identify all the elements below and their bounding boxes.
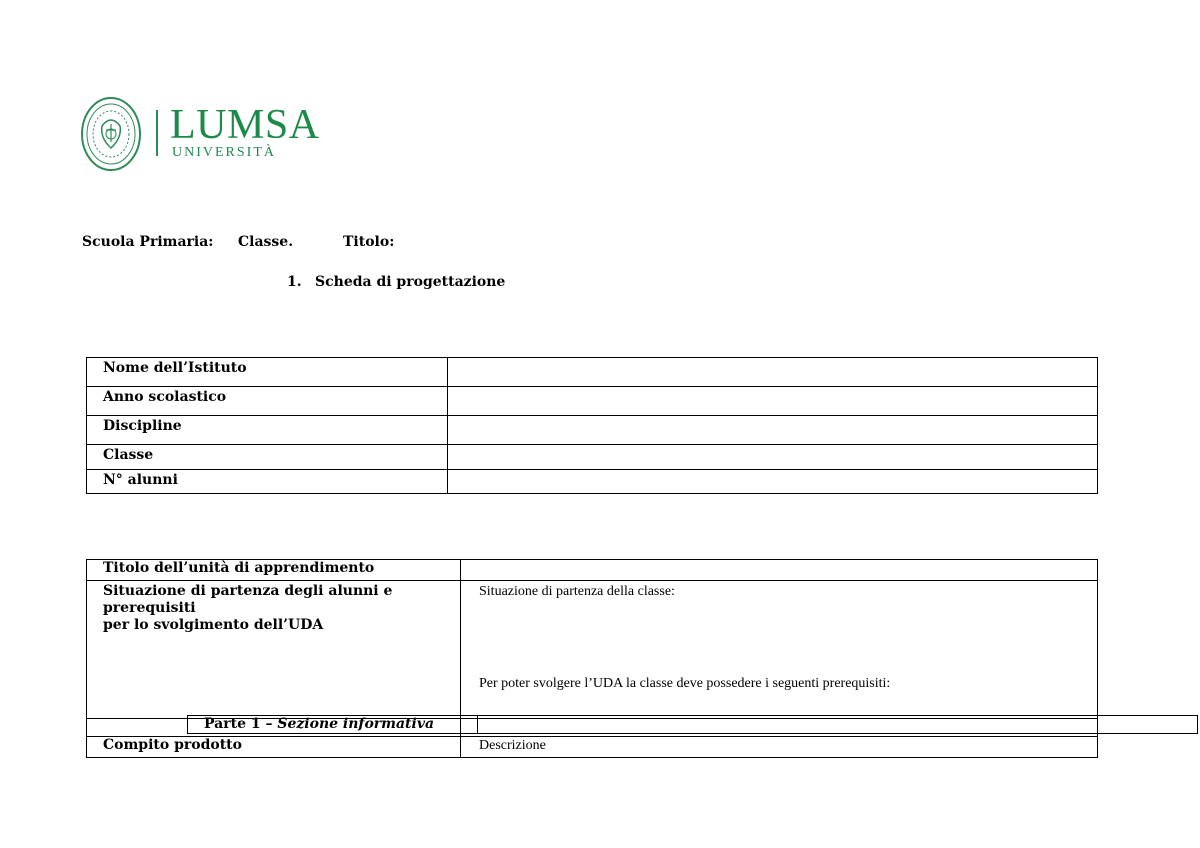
situation-label: [87, 581, 461, 719]
logo-subtitle: UNIVERSITÀ: [172, 145, 276, 160]
row-value[interactable]: [448, 470, 1098, 494]
parte-1-value[interactable]: [478, 716, 1197, 733]
row-value[interactable]: [448, 416, 1098, 445]
situation-cell[interactable]: [461, 581, 1098, 719]
uda-title-label: Titolo dell’unità di apprendimento: [87, 560, 461, 581]
table-row: [87, 387, 1098, 416]
prereq-text: Per poter svolgere l’UDA la classe deve possedere i seguenti prerequisiti:: [479, 676, 891, 691]
section-title: Scheda di progettazione: [315, 274, 506, 290]
situation-label-line-3: per lo svolgimento dell’UDA: [103, 617, 324, 633]
situation-label-line-2: prerequisiti: [103, 600, 196, 616]
task-label: Compito prodotto: [87, 737, 461, 758]
table-row: [87, 416, 1098, 445]
logo-name: LUMSA: [170, 102, 320, 148]
row-label: Nome dell’Istituto: [87, 358, 448, 387]
table-row: [87, 445, 1098, 470]
situation-text: Situazione di partenza della classe:: [479, 584, 675, 599]
situation-label-line-1: Situazione di partenza degli alunni e: [103, 583, 393, 599]
table-row: [87, 581, 1098, 719]
parte-1-label: [188, 716, 478, 733]
section-number: 1.: [287, 274, 302, 290]
row-label: Classe: [87, 445, 448, 470]
row-value[interactable]: [448, 358, 1098, 387]
row-value[interactable]: [448, 445, 1098, 470]
table-row: [87, 737, 1098, 758]
parte-1-row: [187, 715, 1198, 734]
parte-prefix: Parte 1 –: [204, 716, 278, 732]
row-label: Anno scolastico: [87, 387, 448, 416]
task-value[interactable]: Descrizione: [461, 737, 1098, 758]
title-label: Titolo:: [343, 234, 395, 250]
row-label: Discipline: [87, 416, 448, 445]
row-label: N° alunni: [87, 470, 448, 494]
info-table: [86, 357, 1098, 494]
table-row: [87, 470, 1098, 494]
section-heading: [287, 273, 505, 291]
lumsa-logo: [80, 96, 320, 172]
class-label: Classe.: [238, 234, 294, 250]
table-row: [87, 358, 1098, 387]
uda-title-value[interactable]: [461, 560, 1098, 581]
parte-italic: Sezione informativa: [277, 716, 435, 732]
school-label: Scuola Primaria:: [82, 234, 214, 250]
university-seal-icon: [80, 96, 142, 172]
logo-divider: [156, 110, 158, 156]
table-row: [87, 560, 1098, 581]
row-value[interactable]: [448, 387, 1098, 416]
